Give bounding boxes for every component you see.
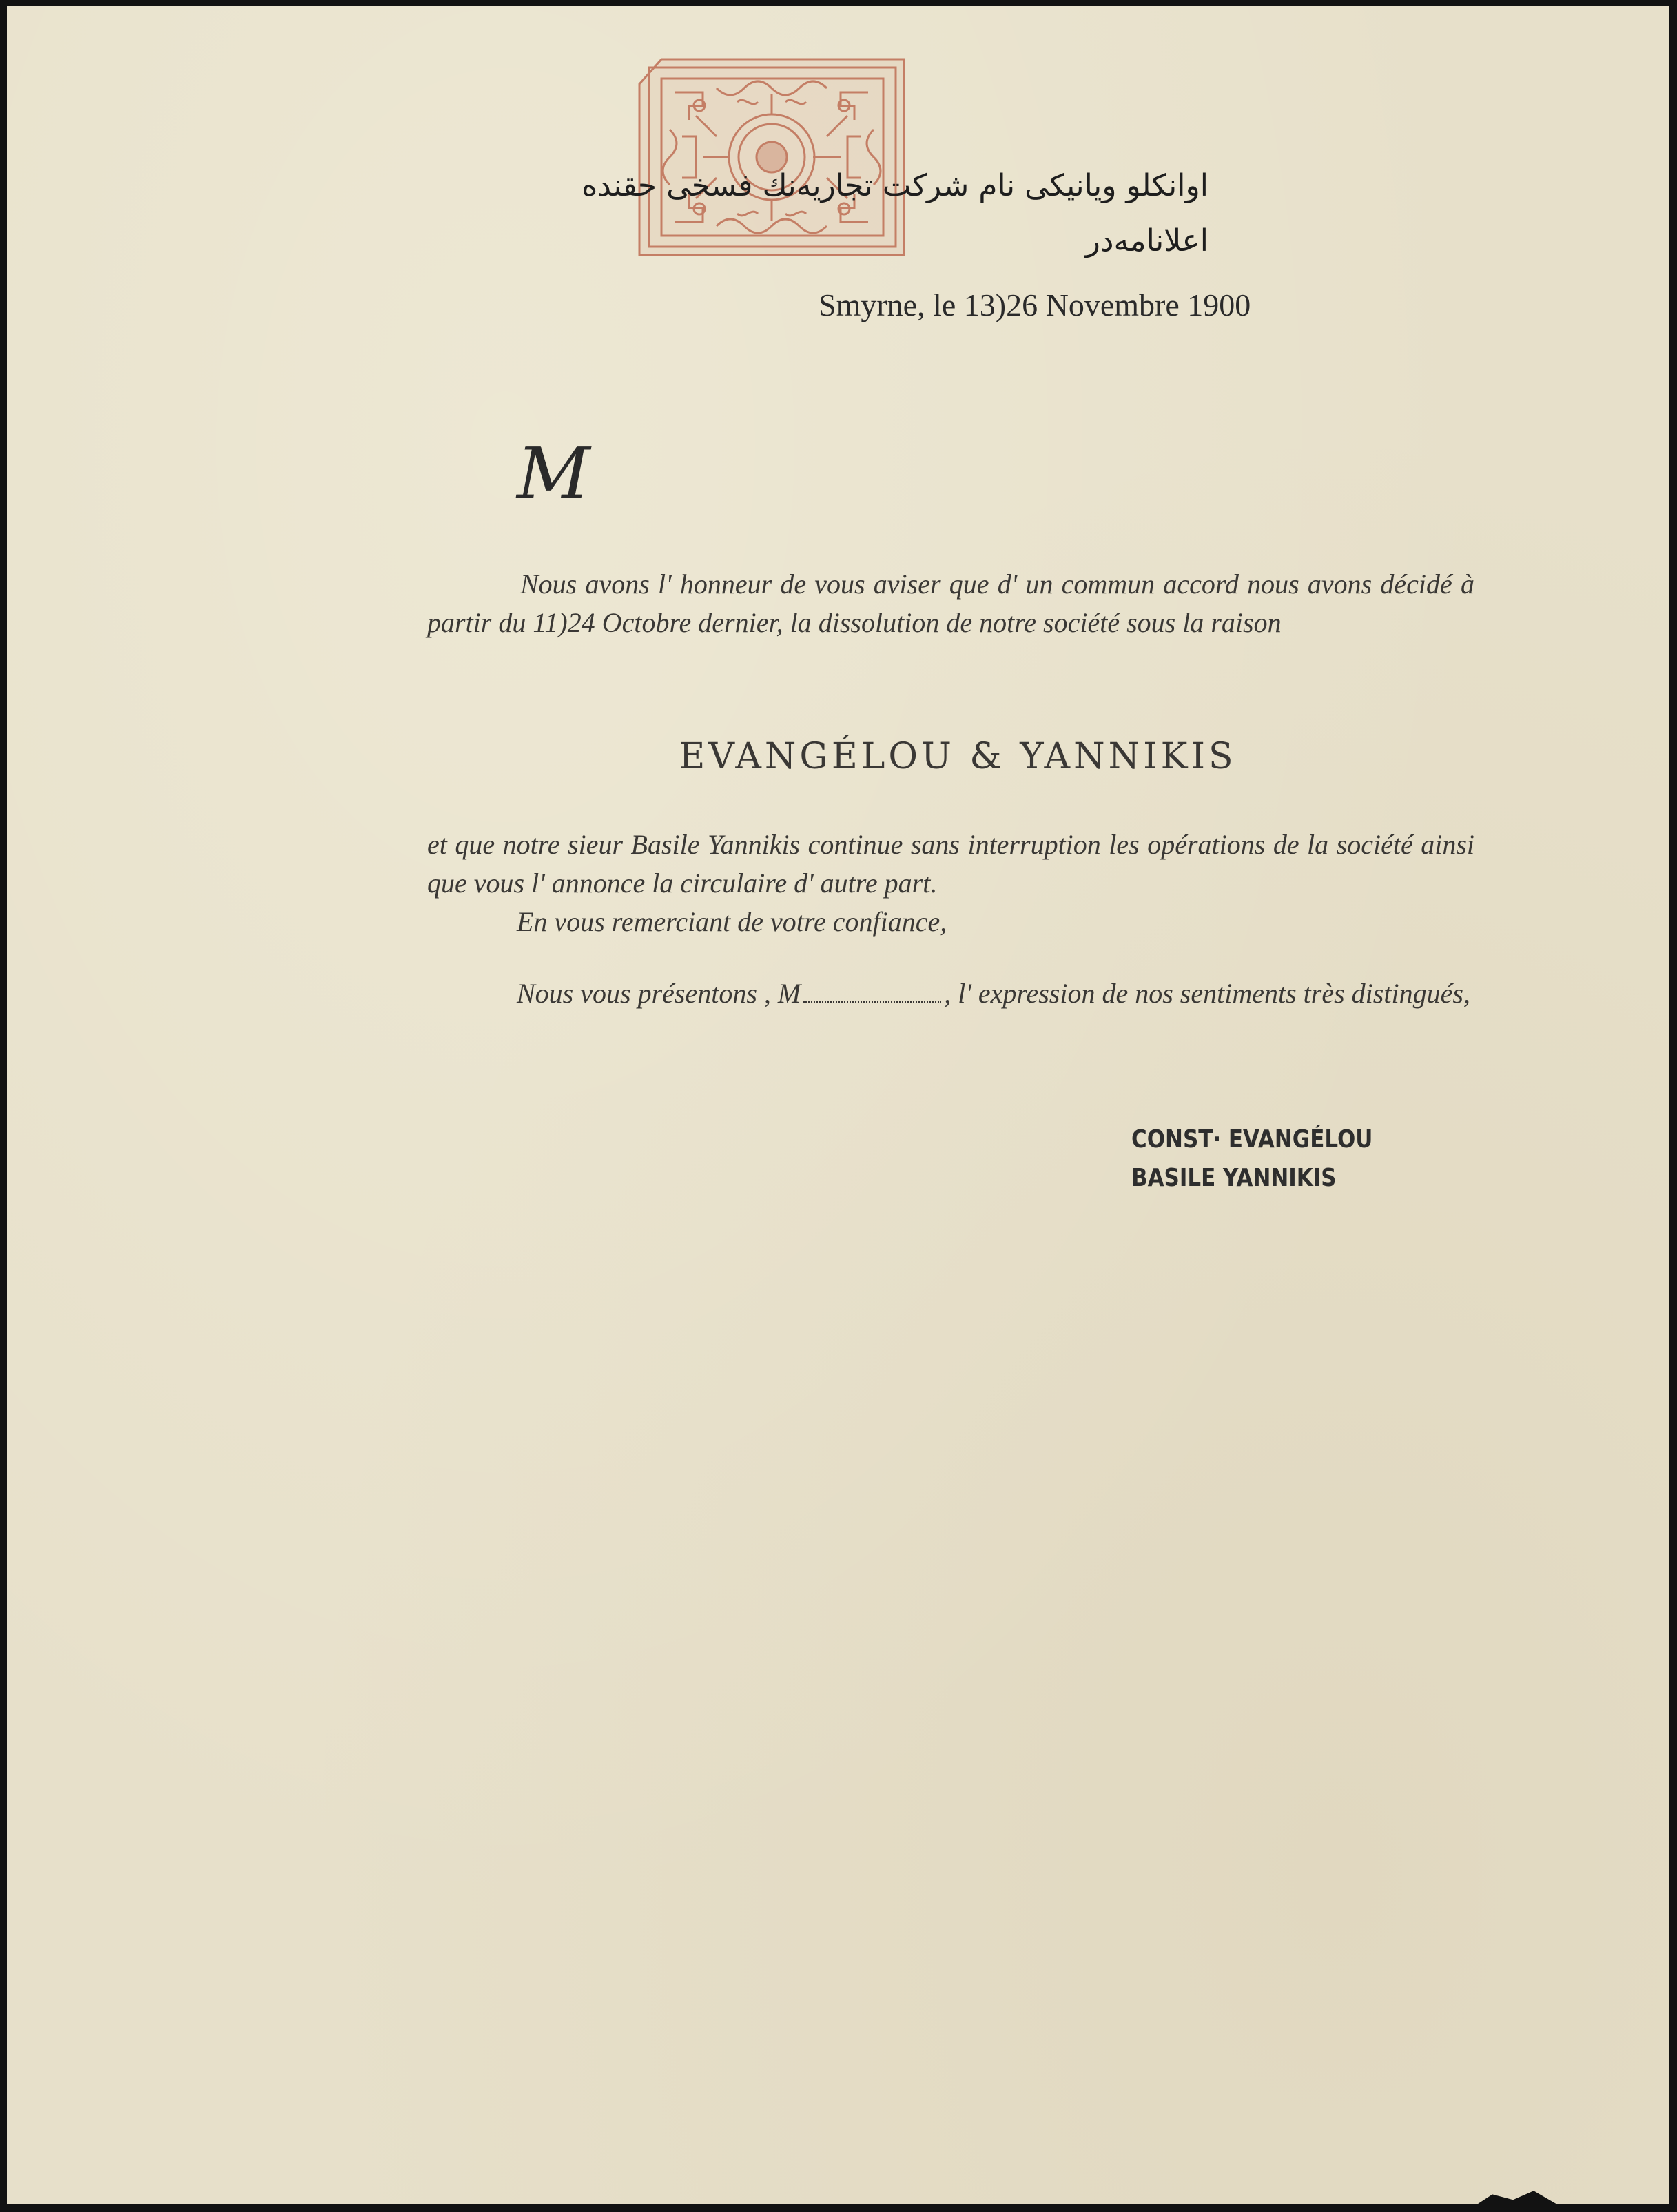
date-line: Smyrne, le 13)26 Novembre 1900 (819, 287, 1251, 322)
ottoman-title-line2: اعلانامه‌در (1085, 223, 1208, 258)
ottoman-title-line1: اوانكلو ويانيكى نام شركت تجاريه‌نك فسخى حقنده (582, 168, 1208, 203)
paragraph-continuation: et que notre sieur Basile Yannikis continue sans interruption les opérations de la société ainsi que vous l' annonce la circulaire d' autre part. (427, 829, 1474, 899)
torn-edge (1476, 2187, 1558, 2205)
closing-end: , l' expression de nos sentiments très distingués, (944, 978, 1470, 1009)
closing-start: Nous vous présentons , M (517, 978, 801, 1009)
signature-block (1131, 1120, 1372, 1198)
signature-evangelou: CONST· EVANGÉLOU (1131, 1125, 1373, 1154)
paragraph-dissolution: Nous avons l' honneur de vous aviser que d' un commun accord nous avons décidé à partir du 11)24 Octobre dernier, la dissolution de notre société sous la raison (427, 569, 1474, 638)
salutation: M (517, 431, 590, 515)
paragraph-thanks: En vous remerciant de votre confiance, (517, 906, 947, 937)
paragraph-closing (427, 974, 1474, 1013)
ottoman-title (582, 158, 1208, 269)
letter-sheet (7, 6, 1669, 2204)
signature-yannikis: BASILE YANNIKIS (1131, 1164, 1337, 1192)
name-blank (803, 1001, 941, 1003)
firm-name: EVANGÉLOU & YANNIKIS (679, 736, 1237, 777)
